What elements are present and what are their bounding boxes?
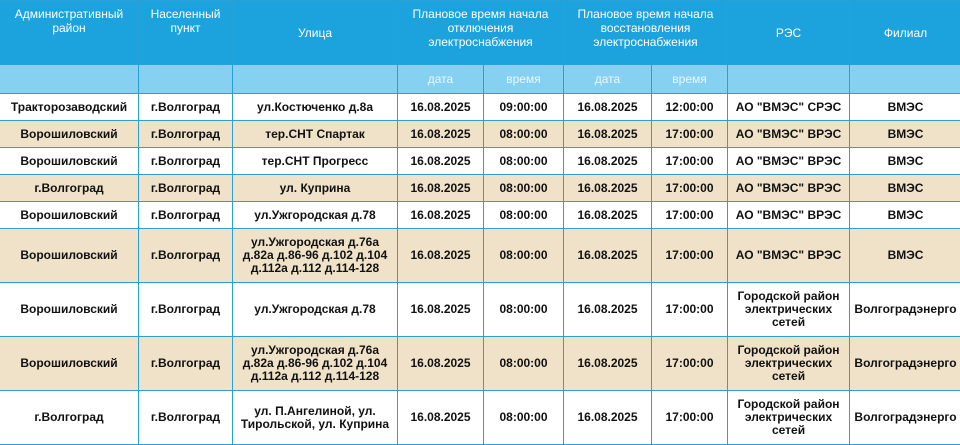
cell-street: ул. П.Ангелиной, ул. Тирольской, ул. Куприна	[233, 391, 398, 445]
cell-locality: г.Волгоград	[139, 148, 233, 175]
table-row	[0, 175, 960, 202]
cell-on-time: 17:00:00	[652, 175, 728, 202]
cell-off-time: 08:00:00	[484, 391, 564, 445]
cell-off-time: 08:00:00	[484, 175, 564, 202]
cell-off-time: 08:00:00	[484, 121, 564, 148]
cell-district: Ворошиловский	[0, 337, 139, 391]
subheader-on-date: дата	[564, 65, 652, 94]
cell-district: Ворошиловский	[0, 148, 139, 175]
cell-district: г.Волгоград	[0, 391, 139, 445]
cell-off-time: 08:00:00	[484, 202, 564, 229]
cell-locality: г.Волгоград	[139, 175, 233, 202]
cell-res: Городской район электрических сетей	[728, 283, 850, 337]
table-row	[0, 283, 960, 337]
table-row	[0, 391, 960, 445]
cell-street: ул.Костюченко д.8а	[233, 94, 398, 121]
cell-off-date: 16.08.2025	[398, 391, 484, 445]
cell-on-time: 17:00:00	[652, 148, 728, 175]
cell-res: АО "ВМЭС" ВРЭС	[728, 202, 850, 229]
cell-off-date: 16.08.2025	[398, 175, 484, 202]
cell-branch: ВМЭС	[850, 148, 960, 175]
cell-on-date: 16.08.2025	[564, 175, 652, 202]
subheader-empty	[0, 65, 139, 94]
column-header-planned-off: Плановое время начала отключения электроснабжения	[398, 1, 564, 65]
cell-res: Городской район электрических сетей	[728, 337, 850, 391]
cell-off-date: 16.08.2025	[398, 229, 484, 283]
cell-locality: г.Волгоград	[139, 94, 233, 121]
cell-on-time: 17:00:00	[652, 121, 728, 148]
cell-branch: ВМЭС	[850, 175, 960, 202]
column-header-branch: Филиал	[850, 1, 960, 65]
table-row	[0, 229, 960, 283]
subheader-off-date: дата	[398, 65, 484, 94]
cell-locality: г.Волгоград	[139, 283, 233, 337]
cell-res: АО "ВМЭС" ВРЭС	[728, 148, 850, 175]
cell-res: АО "ВМЭС" ВРЭС	[728, 175, 850, 202]
cell-on-time: 17:00:00	[652, 202, 728, 229]
cell-branch: ВМЭС	[850, 94, 960, 121]
cell-district: Тракторозаводский	[0, 94, 139, 121]
table-row	[0, 121, 960, 148]
cell-on-time: 17:00:00	[652, 283, 728, 337]
table-row	[0, 94, 960, 121]
cell-on-date: 16.08.2025	[564, 337, 652, 391]
cell-res: АО "ВМЭС" СРЭС	[728, 94, 850, 121]
subheader-off-time: время	[484, 65, 564, 94]
cell-district: Ворошиловский	[0, 121, 139, 148]
cell-off-time: 08:00:00	[484, 229, 564, 283]
column-header-planned-on: Плановое время начала восстановления электроснабжения	[564, 1, 728, 65]
cell-locality: г.Волгоград	[139, 391, 233, 445]
cell-off-time: 08:00:00	[484, 148, 564, 175]
cell-off-time: 08:00:00	[484, 337, 564, 391]
cell-street: ул.Ужгородская д.78	[233, 283, 398, 337]
cell-res: АО "ВМЭС" ВРЭС	[728, 229, 850, 283]
cell-district: г.Волгоград	[0, 175, 139, 202]
cell-off-date: 16.08.2025	[398, 148, 484, 175]
cell-on-date: 16.08.2025	[564, 148, 652, 175]
subheader-empty	[728, 65, 850, 94]
cell-on-date: 16.08.2025	[564, 202, 652, 229]
cell-on-date: 16.08.2025	[564, 229, 652, 283]
table-row	[0, 202, 960, 229]
cell-off-date: 16.08.2025	[398, 94, 484, 121]
cell-off-time: 08:00:00	[484, 283, 564, 337]
cell-street: ул.Ужгородская д.76а д.82а д.86-96 д.102 д.104 д.112а д.112 д.114-128	[233, 229, 398, 283]
cell-res: АО "ВМЭС" ВРЭС	[728, 121, 850, 148]
cell-on-time: 17:00:00	[652, 337, 728, 391]
cell-district: Ворошиловский	[0, 283, 139, 337]
column-header-street: Улица	[233, 1, 398, 65]
cell-street: ул.Ужгородская д.78	[233, 202, 398, 229]
cell-district: Ворошиловский	[0, 229, 139, 283]
cell-off-time: 09:00:00	[484, 94, 564, 121]
cell-district: Ворошиловский	[0, 202, 139, 229]
subheader-empty	[850, 65, 960, 94]
cell-off-date: 16.08.2025	[398, 283, 484, 337]
subheader-empty	[139, 65, 233, 94]
cell-off-date: 16.08.2025	[398, 202, 484, 229]
subheader-empty	[233, 65, 398, 94]
cell-off-date: 16.08.2025	[398, 121, 484, 148]
cell-off-date: 16.08.2025	[398, 337, 484, 391]
cell-branch: Волгоградэнерго	[850, 391, 960, 445]
cell-branch: ВМЭС	[850, 202, 960, 229]
subheader-on-time: время	[652, 65, 728, 94]
column-header-res: РЭС	[728, 1, 850, 65]
cell-locality: г.Волгоград	[139, 202, 233, 229]
cell-on-time: 12:00:00	[652, 94, 728, 121]
column-header-district: Административный район	[0, 1, 139, 65]
cell-res: Городской район электрических сетей	[728, 391, 850, 445]
cell-locality: г.Волгоград	[139, 337, 233, 391]
cell-branch: ВМЭС	[850, 229, 960, 283]
table-row	[0, 148, 960, 175]
cell-on-date: 16.08.2025	[564, 94, 652, 121]
cell-on-time: 17:00:00	[652, 229, 728, 283]
cell-street: тер.СНТ Спартак	[233, 121, 398, 148]
cell-locality: г.Волгоград	[139, 229, 233, 283]
cell-street: ул. Куприна	[233, 175, 398, 202]
column-header-locality: Населенный пункт	[139, 1, 233, 65]
cell-branch: Волгоградэнерго	[850, 337, 960, 391]
cell-locality: г.Волгоград	[139, 121, 233, 148]
cell-street: ул.Ужгородская д.76а д.82а д.86-96 д.102 д.104 д.112а д.112 д.114-128	[233, 337, 398, 391]
cell-street: тер.СНТ Прогресс	[233, 148, 398, 175]
cell-on-time: 17:00:00	[652, 391, 728, 445]
cell-branch: Волгоградэнерго	[850, 283, 960, 337]
cell-on-date: 16.08.2025	[564, 283, 652, 337]
cell-on-date: 16.08.2025	[564, 121, 652, 148]
cell-on-date: 16.08.2025	[564, 391, 652, 445]
table-row	[0, 337, 960, 391]
cell-branch: ВМЭС	[850, 121, 960, 148]
